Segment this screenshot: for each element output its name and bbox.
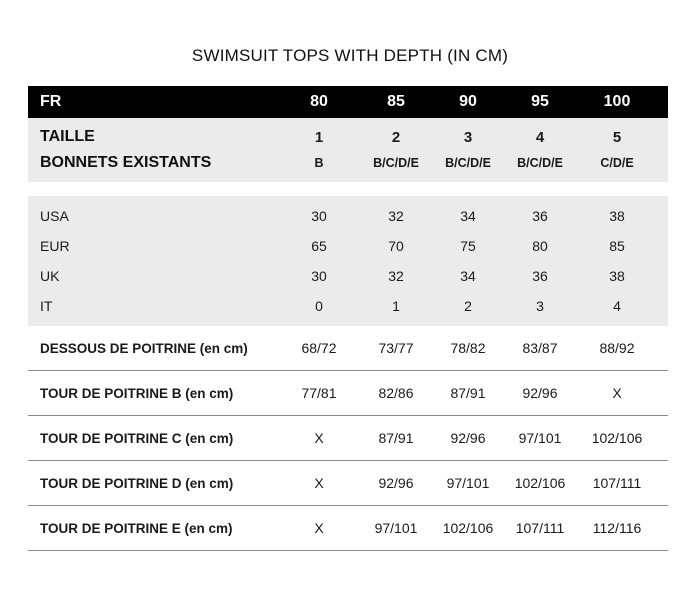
intl-value: 30	[311, 208, 327, 224]
measurement-value: 87/91	[378, 430, 414, 446]
intl-label: IT	[40, 298, 53, 314]
measurement-value: 87/91	[450, 385, 486, 401]
intl-value: 34	[460, 268, 476, 284]
intl-value: 85	[609, 238, 625, 254]
measurement-value: 82/86	[378, 385, 414, 401]
measurement-label: TOUR DE POITRINE D (en cm)	[40, 475, 234, 491]
intl-sizes-block	[28, 196, 668, 326]
taille-label: TAILLE	[40, 128, 95, 145]
measurement-value: 78/82	[450, 340, 486, 356]
measurement-row	[28, 461, 668, 506]
measurement-label: TOUR DE POITRINE E (en cm)	[40, 520, 233, 536]
taille-row	[28, 124, 668, 150]
measurement-value: 83/87	[522, 340, 558, 356]
bonnets-value: B	[314, 156, 324, 170]
header-value: 100	[603, 93, 631, 110]
intl-value: 36	[532, 268, 548, 284]
header-value: 90	[459, 93, 477, 110]
measurement-row	[28, 506, 668, 551]
header-label: FR	[40, 93, 62, 110]
intl-value: 32	[388, 208, 404, 224]
measurement-value: 73/77	[378, 340, 414, 356]
bonnets-label: BONNETS EXISTANTS	[40, 154, 212, 171]
header-row	[28, 86, 668, 118]
intl-row-eur	[28, 231, 668, 261]
intl-value: 3	[536, 298, 544, 314]
intl-label: UK	[40, 268, 60, 284]
intl-row-uk	[28, 261, 668, 291]
taille-value: 3	[463, 128, 473, 146]
measurement-value: 107/111	[515, 520, 565, 536]
measurement-value: 97/101	[374, 520, 418, 536]
measurement-row	[28, 416, 668, 461]
taille-value: 1	[314, 128, 324, 146]
taille-block	[28, 118, 668, 182]
measurement-value: 112/116	[592, 520, 642, 536]
intl-value: 75	[460, 238, 476, 254]
header-value: 85	[387, 93, 405, 110]
measurement-row	[28, 371, 668, 416]
measurements-block	[28, 326, 668, 551]
measurement-value: 97/101	[518, 430, 562, 446]
intl-value: 70	[388, 238, 404, 254]
intl-value: 34	[460, 208, 476, 224]
intl-value: 32	[388, 268, 404, 284]
measurement-value: 107/111	[592, 475, 642, 491]
measurement-value: 92/96	[450, 430, 486, 446]
bonnets-value: B/C/D/E	[445, 156, 491, 170]
measurement-value: 88/92	[599, 340, 635, 356]
intl-value: 0	[315, 298, 323, 314]
intl-label: USA	[40, 208, 69, 224]
header-value: 95	[531, 93, 549, 110]
intl-label: EUR	[40, 238, 70, 254]
measurement-value: X	[314, 430, 324, 446]
measurement-value: X	[314, 475, 324, 491]
intl-value: 1	[392, 298, 400, 314]
size-table	[28, 86, 668, 551]
measurement-value: X	[314, 520, 324, 536]
measurement-value: 102/106	[442, 520, 494, 536]
bonnets-row	[28, 150, 668, 176]
intl-value: 80	[532, 238, 548, 254]
measurement-value: 97/101	[446, 475, 490, 491]
intl-value: 30	[311, 268, 327, 284]
intl-row-usa	[28, 201, 668, 231]
measurement-value: 102/106	[591, 430, 643, 446]
header-value: 80	[310, 93, 328, 110]
taille-value: 2	[391, 128, 401, 146]
intl-row-it	[28, 291, 668, 321]
measurement-value: 77/81	[301, 385, 337, 401]
taille-value: 4	[535, 128, 545, 146]
chart-title: SWIMSUIT TOPS WITH DEPTH (IN CM)	[191, 46, 509, 65]
measurement-value: 102/106	[514, 475, 566, 491]
intl-value: 2	[464, 298, 472, 314]
bonnets-value: C/D/E	[600, 156, 634, 170]
intl-value: 4	[613, 298, 621, 314]
bonnets-value: B/C/D/E	[517, 156, 563, 170]
intl-value: 36	[532, 208, 548, 224]
measurement-label: DESSOUS DE POITRINE (en cm)	[40, 340, 248, 356]
measurement-value: X	[612, 385, 622, 401]
measurement-row	[28, 326, 668, 371]
taille-value: 5	[612, 128, 622, 146]
intl-value: 65	[311, 238, 327, 254]
measurement-value: 68/72	[301, 340, 337, 356]
intl-value: 38	[609, 208, 625, 224]
measurement-label: TOUR DE POITRINE B (en cm)	[40, 385, 234, 401]
intl-value: 38	[609, 268, 625, 284]
bonnets-value: B/C/D/E	[373, 156, 419, 170]
measurement-label: TOUR DE POITRINE C (en cm)	[40, 430, 234, 446]
measurement-value: 92/96	[522, 385, 558, 401]
measurement-value: 92/96	[378, 475, 414, 491]
